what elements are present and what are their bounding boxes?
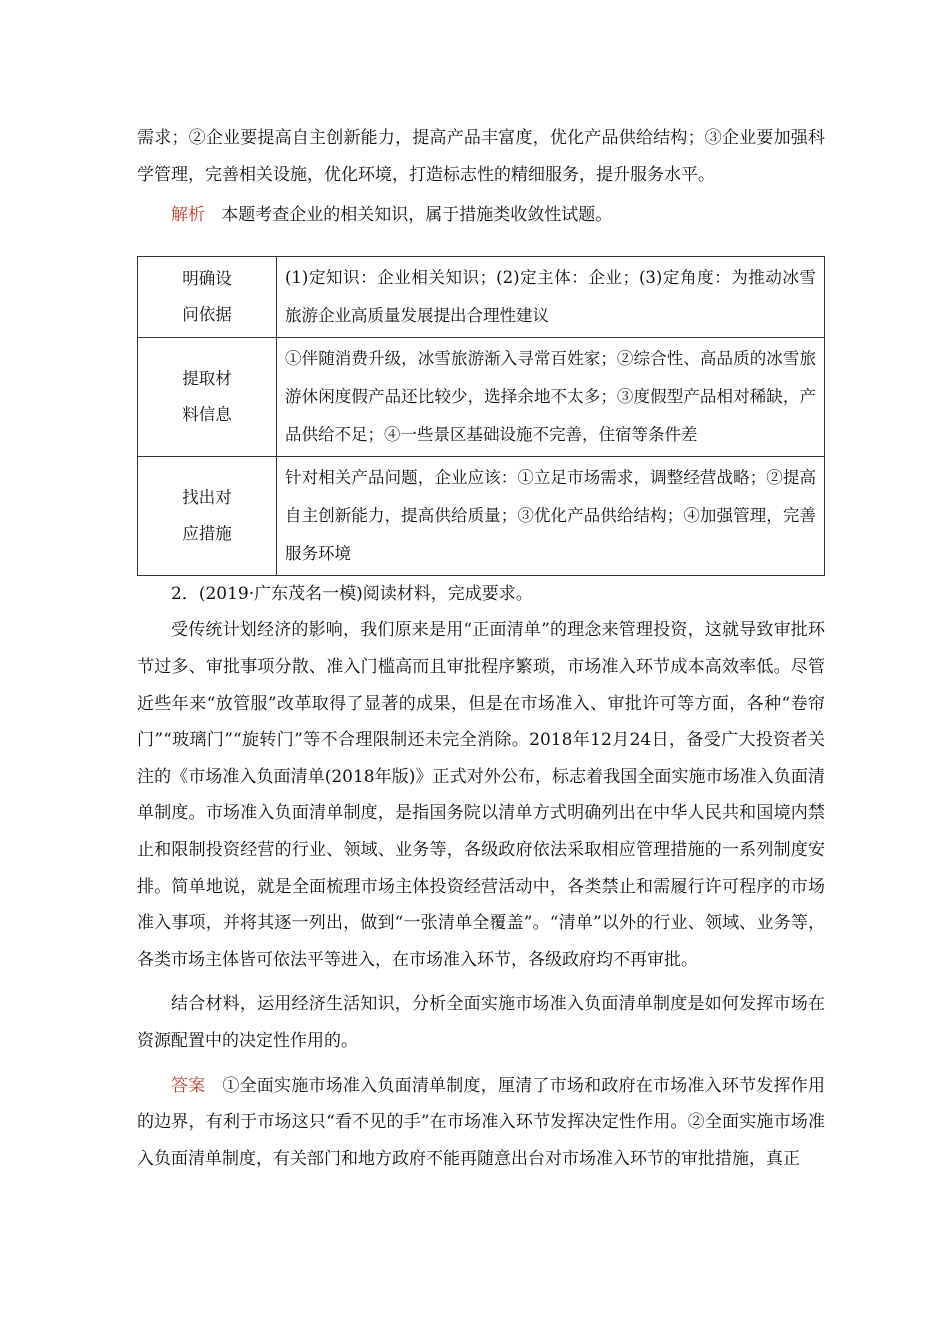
table-row (138, 256, 825, 337)
question-material: 受传统计划经济的影响，我们原来是用“正面清单”的理念来管理投资，这就导致审批环节过多、审批事项分散、准入门槛高而且审批程序繁琐，市场准入环节成本高效率低。尽管近些年来“放管服”改革取得了显著的成果，但是在市场准入、审批许可等方面，各种“卷帘门”“玻璃门”“旋转门”等不合理限制还未完全消除。2018年12月24日，备受广大投资者关注的《市场准入负面清单(2018年版)》正式对外公布，标志着我国全面实施市场准入负面清单制度。市场准入负面清单制度，是指国务院以清单方式明确列出在中华人民共和国境内禁止和限制投资经营的行业、领域、业务等，各级政府依法采取相应管理措施的一系列制度安排。简单地说，就是全面梳理市场主体投资经营活动中，各类禁止和需履行许可程序的市场准入事项，并将其逐一列出，做到“一张清单全覆盖”。“清单”以外的行业、领域、业务等，各类市场主体皆可依法平等进入，在市场准入环节，各级政府均不再审批。 (137, 620, 825, 970)
analysis-paragraph (137, 197, 825, 234)
row-body: ①伴随消费升级，冰雪旅游渐入寻常百姓家；②综合性、高品质的冰雪旅游休闲度假产品还比较少，选择余地不太多；③度假型产品相对稀缺，产品供给不足；④一些景区基础设施不完善，住宿等条件差 (277, 337, 825, 456)
page-content (137, 120, 825, 1177)
answer-label: 答案 (171, 1075, 206, 1096)
row-head: 明确设 问依据 (138, 256, 277, 337)
table-row (138, 337, 825, 456)
question-header: 2．(2019·广东茂名一模)阅读材料，完成要求。 (171, 583, 533, 604)
answer-paragraph (137, 1068, 825, 1178)
analysis-label: 解析 (171, 205, 205, 226)
row-body: (1)定知识：企业相关知识；(2)定主体：企业；(3)定角度：为推动冰雪旅游企业高质量发展提出合理性建议 (277, 256, 825, 337)
table-row (138, 456, 825, 575)
row-head: 找出对 应措施 (138, 456, 277, 575)
intro-paragraph: 需求；②企业要提高自主创新能力，提高产品丰富度，优化产品供给结构；③企业要加强科学管理，完善相关设施，优化环境，打造标志性的精细服务，提升服务水平。 (137, 128, 825, 185)
row-head: 提取材 料信息 (138, 337, 277, 456)
question-task: 结合材料，运用经济生活知识，分析全面实施市场准入负面清单制度是如何发挥市场在资源配置中的决定性作用的。 (137, 994, 825, 1051)
row-body: 针对相关产品问题，企业应该：①立足市场需求，调整经营战略；②提高自主创新能力，提高供给质量；③优化产品供给结构；④加强管理，完善服务环境 (277, 456, 825, 575)
answer-text: ①全面实施市场准入负面清单制度，厘清了市场和政府在市场准入环节发挥作用的边界，有利于市场这只“看不见的手”在市场准入环节发挥决定性作用。②全面实施市场准入负面清单制度，有关部门和地方政府不能再随意出台对市场准入环节的审批措施，真正 (137, 1075, 825, 1169)
analysis-text: 本题考查企业的相关知识，属于措施类收敛性试题。 (221, 205, 613, 226)
analysis-table (137, 256, 825, 576)
